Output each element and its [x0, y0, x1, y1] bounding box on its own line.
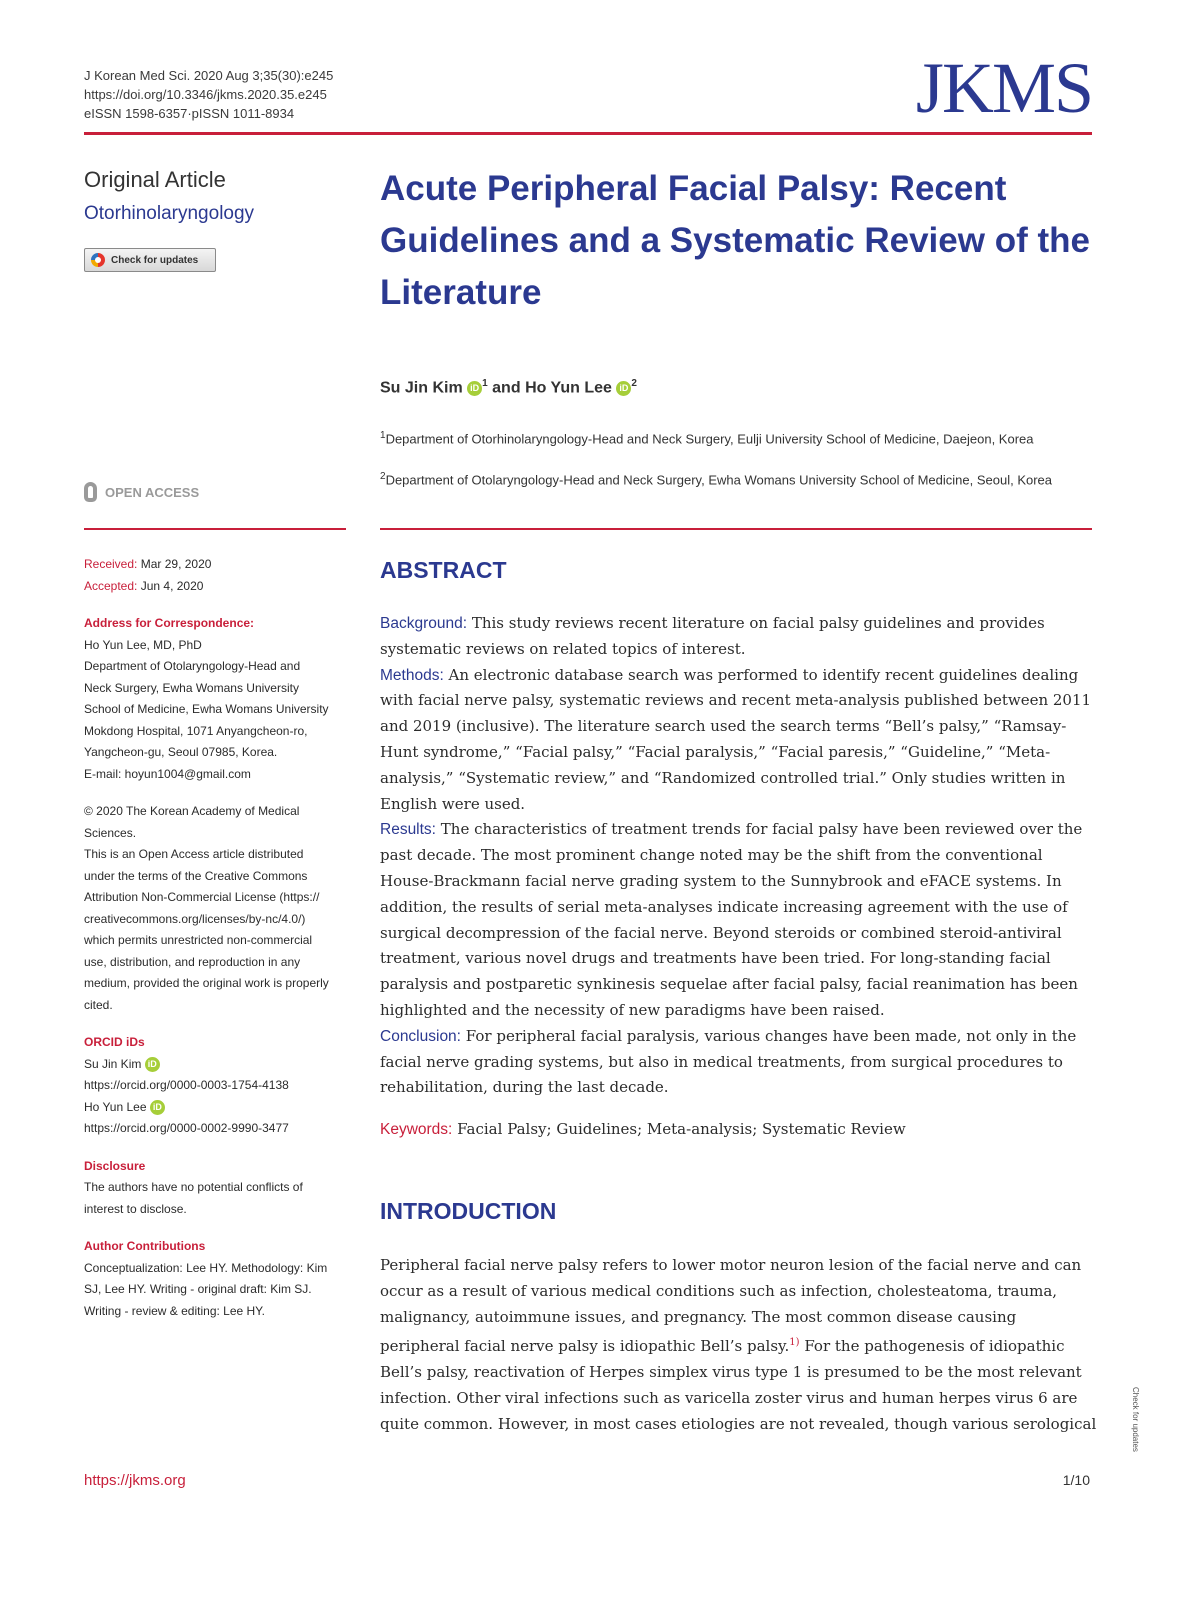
orcid-name-2: Ho Yun Lee iD: [84, 1097, 354, 1119]
open-lock-icon: [84, 482, 97, 502]
author-1: Su Jin Kim: [380, 379, 463, 397]
check-updates-button[interactable]: [84, 248, 216, 272]
disclosure-heading: Disclosure: [84, 1158, 146, 1173]
check-updates-label: Check for updates: [111, 254, 199, 266]
license-link[interactable]: creativecommons.org/licenses/by-nc/4.0/): [84, 911, 306, 926]
side-crossmark: Check for updates: [1131, 1386, 1140, 1452]
orcid-name-1: Su Jin Kim iD: [84, 1054, 354, 1076]
section-name: Otorhinolaryngology: [84, 203, 255, 224]
reference-link[interactable]: 1): [789, 1337, 800, 1349]
article-type: Original Article: [84, 167, 226, 192]
open-access-badge: [84, 482, 199, 502]
contribution-line: Conceptualization: Lee HY. Methodology: Kim: [84, 1260, 328, 1275]
abstract-background: Background: This study reviews recent literature on facial palsy guidelines and provides systematic reviews on related topics of interest.: [380, 614, 1045, 658]
header-rule: [84, 132, 1092, 135]
license-line: © 2020 The Korean Academy of Medical: [84, 804, 300, 818]
orcid-icon[interactable]: iD: [616, 381, 631, 396]
received-date: Received: Mar 29, 2020: [84, 557, 212, 571]
author-and: and: [492, 379, 521, 397]
keywords: Keywords: Facial Palsy; Guidelines; Meta-analysis; Systematic Review: [380, 1120, 906, 1139]
abstract-body: [380, 611, 1098, 1143]
orcid-link-2[interactable]: https://orcid.org/0000-0002-9990-3477: [84, 1121, 289, 1135]
crossmark-icon: [91, 253, 105, 267]
citation: J Korean Med Sci. 2020 Aug 3;35(30):e245: [84, 68, 334, 83]
accepted-date: Accepted: Jun 4, 2020: [84, 578, 204, 593]
license-line: cited.: [84, 997, 113, 1012]
author-2: Ho Yun Lee: [525, 379, 612, 397]
abstract-results: Results: The characteristics of treatment trends for facial palsy have been reviewed over the past decade. The most prominent change noted may be the shift from the conventional House-Brackmann facial nerve grading system to the Sunnybrook and eFACE systems. In addition, the results of serial meta-analyses indicate increasing agreement with the use of surgical decompression of the facial nerve. Beyond steroids or combined steroid-antiviral treatment, various novel drugs and treatments have been tried. For long-standing facial paralysis and postparetic synkinesis sequelae after facial palsy, facial reanimation has been highlighted and the necessity of new paradigms have been raised.: [380, 820, 1083, 1019]
abstract-methods: Methods: An electronic database search was performed to identify recent guidelines dealing with facial nerve palsy, systematic reviews and recent meta-analysis published between 2011 and 2019 (inclusive). The literature search used the search terms “Bell’s palsy,” “Ramsay-Hunt syndrome,” “Facial palsy,” “Facial paralysis,” “Facial paresis,” “Guideline,” “Meta-analysis,” “Systematic review,” and “Randomized controlled trial.” Only studies written in English were used.: [380, 665, 1092, 813]
author-line: [380, 378, 637, 397]
sidebar: [84, 554, 354, 1322]
license-line: which permits unrestricted non-commercial: [84, 933, 313, 947]
author-2-sup: 2: [631, 378, 637, 389]
doi-link[interactable]: https://doi.org/10.3346/jkms.2020.35.e245: [84, 87, 327, 102]
license-line: Attribution Non-Commercial License (https://: [84, 890, 320, 904]
contributions-heading: Author Contributions: [84, 1239, 206, 1253]
address-heading: Address for Correspondence:: [84, 616, 255, 630]
license-line: use, distribution, and reproduction in any: [84, 954, 301, 969]
open-access-label: OPEN ACCESS: [105, 484, 200, 500]
journal-url-link[interactable]: https://jkms.org: [84, 1472, 186, 1489]
license-line: under the terms of the Creative Commons: [84, 868, 308, 883]
introduction-body: Peripheral facial nerve palsy refers to lower motor neuron lesion of the facial nerve and can occur as a result of various medical conditions such as infection, cholesteatoma, trauma, malignancy, autoimmune issues, and pregnancy. The most common disease causing peripheral facial nerve palsy is idiopathic Bell’s palsy.$^{1)}$ For the pathogenesis of idiopathic Bell’s palsy, reactivation of Herpes simplex virus type 1 is presumed to be the most relevant infection. Other viral infections such as varicella zoster virus and human herpes virus 6 are quite common. However, in most cases etiologies are not revealed, though various serological: [380, 1256, 1097, 1433]
license-line: medium, provided the original work is properly: [84, 976, 329, 990]
orcid-link-1[interactable]: https://orcid.org/0000-0003-1754-4138: [84, 1078, 289, 1092]
abstract-conclusion: Conclusion: For peripheral facial paralysis, various changes have been made, not only in the facial nerve grading systems, but also in medical treatments, from surgical procedures to rehabilitation, during the last decade.: [380, 1026, 1077, 1097]
orcid-icon[interactable]: iD: [467, 381, 482, 396]
contribution-line: Writing - review & editing: Lee HY.: [84, 1303, 265, 1318]
main-rule: [380, 528, 1092, 530]
email-link[interactable]: E-mail: hoyun1004@gmail.com: [84, 766, 251, 781]
orcid-icon[interactable]: iD: [145, 1057, 160, 1072]
article-title: Acute Peripheral Facial Palsy: Recent Guidelines and a Systematic Review of the Literature: [380, 169, 1090, 312]
page-number: 1/10: [1062, 1472, 1090, 1488]
disclosure-line: interest to disclose.: [84, 1201, 187, 1216]
address-line: Ho Yun Lee, MD, PhD: [84, 637, 202, 652]
jkms-logo: JKMS: [915, 48, 1092, 128]
sidebar-rule: [84, 528, 346, 530]
address-line: Department of Otolaryngology-Head and: [84, 659, 301, 673]
journal-meta: [84, 66, 333, 123]
disclosure-line: The authors have no potential conflicts of: [84, 1180, 303, 1194]
orcid-heading: ORCID iDs: [84, 1035, 145, 1049]
address-line: School of Medicine, Ewha Womans University: [84, 702, 329, 716]
license-line: This is an Open Access article distributed: [84, 847, 304, 861]
introduction-heading: INTRODUCTION: [380, 1198, 557, 1224]
address-line: Mokdong Hospital, 1071 Anyangcheon-ro,: [84, 723, 308, 738]
orcid-icon[interactable]: iD: [150, 1100, 165, 1115]
license-line: Sciences.: [84, 825, 137, 840]
address-line: Neck Surgery, Ewha Womans University: [84, 680, 299, 695]
address-line: Yangcheon-gu, Seoul 07985, Korea.: [84, 745, 278, 759]
author-1-sup: 1: [482, 378, 488, 389]
affiliation-2: $^2$Department of Otolaryngology-Head and Neck Surgery, Ewha Womans University School of Medicine, Seoul, Korea: [380, 471, 1053, 488]
contribution-line: SJ, Lee HY. Writing - original draft: Kim SJ.: [84, 1282, 312, 1296]
issn: eISSN 1598-6357·pISSN 1011-8934: [84, 106, 295, 121]
abstract-heading: ABSTRACT: [380, 557, 507, 583]
affiliation-1: $^1$Department of Otorhinolaryngology-Head and Neck Surgery, Eulji University School of Medicine, Daejeon, Korea: [380, 430, 1034, 447]
